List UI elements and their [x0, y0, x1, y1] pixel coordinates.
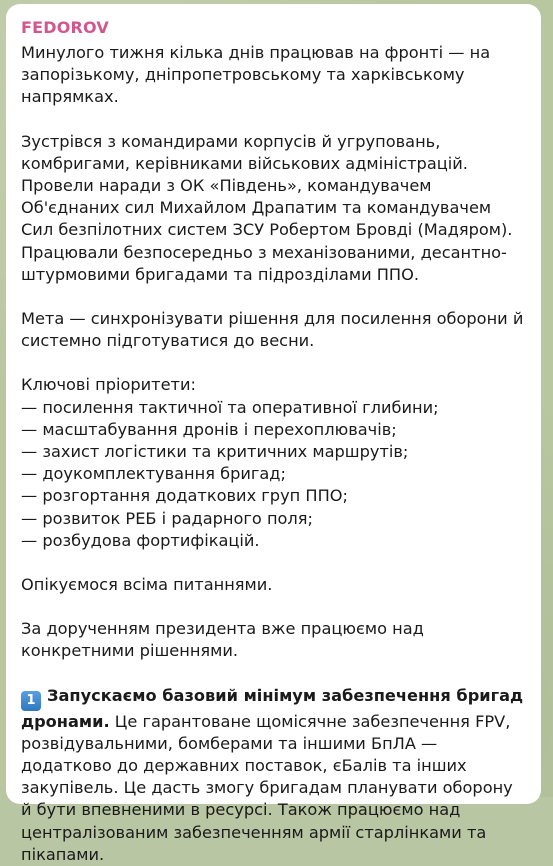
message-bubble: [6, 4, 541, 864]
message-paragraph-5: За дорученням президента вже працюємо над конкретними рішеннями.: [21, 619, 424, 661]
priority-item: — посилення тактичної та оперативної глибини;: [21, 397, 439, 417]
numbered-item-1-text: Це гарантоване щомісячне забезпечення FPV, розвідувальними, бомберами та іншими БпЛА — додатково до державних поставок, єБалів та інших закупівель. Це дасть змогу бригадам планувати оборону й бути впевненими в ресурсі. Також працюємо над централізованим забезпеченням армії старлінками та пікапами.: [21, 711, 513, 864]
message-paragraph-4: Опікуємося всіма питаннями.: [21, 575, 273, 595]
priority-item: — захист логістики та критичних маршрутів;: [21, 442, 409, 462]
priority-item: — масштабування дронів і перехоплювачів;: [21, 419, 397, 439]
priority-item: — розвиток РЕБ і радарного поля;: [21, 508, 313, 528]
priority-item: — розбудова фортифікацій.: [21, 530, 260, 550]
priorities-title: Ключові пріоритети:: [21, 375, 196, 395]
message-paragraph-2: Зустрівся з командирами корпусів й угруповань, комбригами, керівниками військових адміністрацій. Провели наради з ОК «Південь», командувачем Об'єднаних сил Михайлом Драпатим та командувачем Сил безпілотних систем ЗСУ Робертом Бровді (Мадяром). Працювали безпосередньо з механізованими, десантно-штурмовими бригадами та підрозділами ППО.: [21, 131, 513, 284]
message-paragraph-3: Мета — синхронізувати рішення для посилення оборони й системно підготуватися до весни.: [21, 309, 524, 351]
message-paragraph-1: Минулого тижня кілька днів працював на фронті — на запорізькому, дніпропетровському та харківському напрямках.: [21, 43, 491, 107]
priority-item: — розгортання додаткових груп ППО;: [21, 486, 348, 506]
numbered-item-1-heading: Запускаємо базовий мінімум забезпечення бригад дронами.: [21, 685, 524, 731]
priorities-list: [21, 397, 527, 552]
sender-name[interactable]: FEDOROV: [21, 18, 110, 37]
priority-item: — доукомплектування бригад;: [21, 464, 286, 484]
keycap-one-icon: 1: [21, 691, 41, 711]
numbered-item-1: [21, 685, 527, 866]
